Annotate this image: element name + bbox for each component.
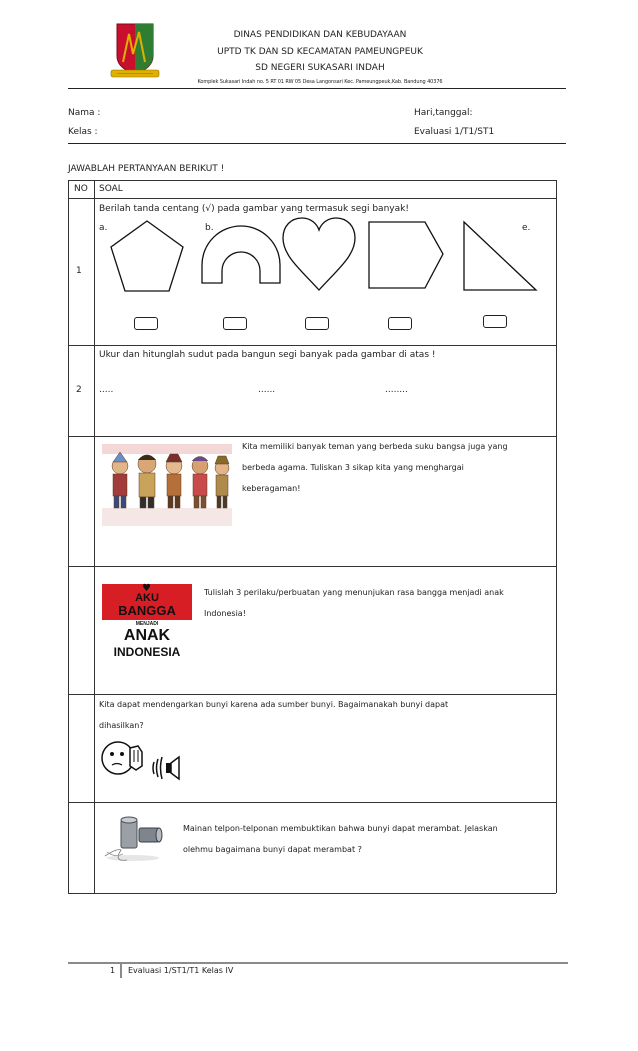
question-1-number: 1 [76, 266, 82, 276]
arrow-pentagon-shape [367, 220, 445, 290]
name-label: Nama : [68, 108, 101, 118]
info-divider [68, 143, 566, 144]
header-line-2: UPTD TK DAN SD KECAMATAN PAMEUNGPEUK [217, 47, 423, 57]
question-1-text: Berilah tanda centang (√) pada gambar yang termasuk segi banyak! [99, 204, 409, 214]
question-5-text [99, 694, 549, 736]
header-address: Komplek Sukasari Indah no. 5 RT 01 RW 05 Desa Langonsari Kec. Pameungpeuk,Kab. Bandung 40376 [197, 79, 443, 85]
question-4-text [204, 582, 554, 624]
checkbox-e[interactable] [483, 315, 507, 328]
answer-blank-3[interactable]: ........ [385, 385, 408, 395]
page-number: 1 [110, 966, 116, 975]
checkbox-c[interactable] [305, 317, 329, 330]
question-3-line-1: Kita memiliki banyak teman yang berbeda suku bangsa juga yang [242, 442, 508, 451]
banner-word-menjadi: MENJADI [135, 621, 159, 627]
answer-blank-1[interactable]: ..... [99, 385, 114, 395]
heart-shape [281, 216, 357, 292]
arch-shape [200, 223, 282, 285]
tin-can-phone-image [103, 810, 175, 866]
answer-blank-2[interactable]: ...... [258, 385, 276, 395]
header-divider [68, 88, 566, 89]
eval-label: Evaluasi 1/T1/ST1 [414, 127, 495, 137]
heart-icon: ♥ [142, 583, 151, 594]
question-2-number: 2 [76, 385, 82, 395]
pentagon-shape [109, 219, 185, 293]
header-line-3: SD NEGERI SUKASARI INDAH [255, 63, 385, 73]
footer-text: Evaluasi 1/ST1/T1 Kelas IV [128, 966, 234, 975]
instruction-text: JAWABLAH PERTANYAAN BERIKUT ! [68, 164, 225, 174]
question-5-line-1: Kita dapat mendengarkan bunyi karena ada sumber bunyi. Bagaimanakah bunyi dapat [99, 700, 449, 709]
column-header-no: NO [74, 184, 88, 194]
question-6-line-1: Mainan telpon-telponan membuktikan bahwa bunyi dapat merambat. Jelaskan [183, 824, 498, 833]
footer-separator [120, 962, 122, 978]
question-5-line-2: dihasilkan? [99, 721, 144, 730]
question-2-text: Ukur dan hitunglah sudut pada bangun segi banyak pada gambar di atas ! [99, 350, 436, 360]
question-4-line-1: Tulislah 3 perilaku/perbuatan yang menunjukan rasa bangga menjadi anak [204, 588, 504, 597]
footer-rule [68, 962, 568, 964]
checkbox-a[interactable] [134, 317, 158, 330]
question-3-line-2: berbeda agama. Tuliskan 3 sikap kita yang menghargai [242, 463, 464, 472]
checkbox-d[interactable] [388, 317, 412, 330]
date-label: Hari,tanggal: [414, 108, 473, 118]
question-4-line-2: Indonesia! [204, 609, 246, 618]
diverse-children-image [102, 444, 232, 526]
header-line-1: DINAS PENDIDIKAN DAN KEBUDAYAAN [233, 30, 407, 40]
checkbox-b[interactable] [223, 317, 247, 330]
question-3-line-3: keberagaman! [242, 484, 301, 493]
class-label: Kelas : [68, 127, 98, 137]
banner-word-anak: ANAK [123, 627, 171, 644]
banner-word-bangga: BANGGA [118, 603, 176, 618]
speaker-sound-icon [152, 756, 182, 780]
question-6-text [183, 818, 553, 860]
shape-b-label: b. [205, 223, 214, 233]
banner-word-aku: AKU [135, 592, 159, 604]
shape-e-label: e. [522, 223, 531, 233]
question-6-line-2: olehmu bagaimana bunyi dapat merambat ? [183, 845, 362, 854]
shape-a-label: a. [99, 223, 108, 233]
question-3-text [242, 436, 552, 499]
aku-bangga-banner [102, 584, 192, 664]
banner-word-indonesia: INDONESIA [113, 645, 181, 659]
triangle-shape [462, 220, 538, 292]
listening-face-icon [100, 738, 146, 778]
column-header-soal: SOAL [99, 184, 123, 194]
